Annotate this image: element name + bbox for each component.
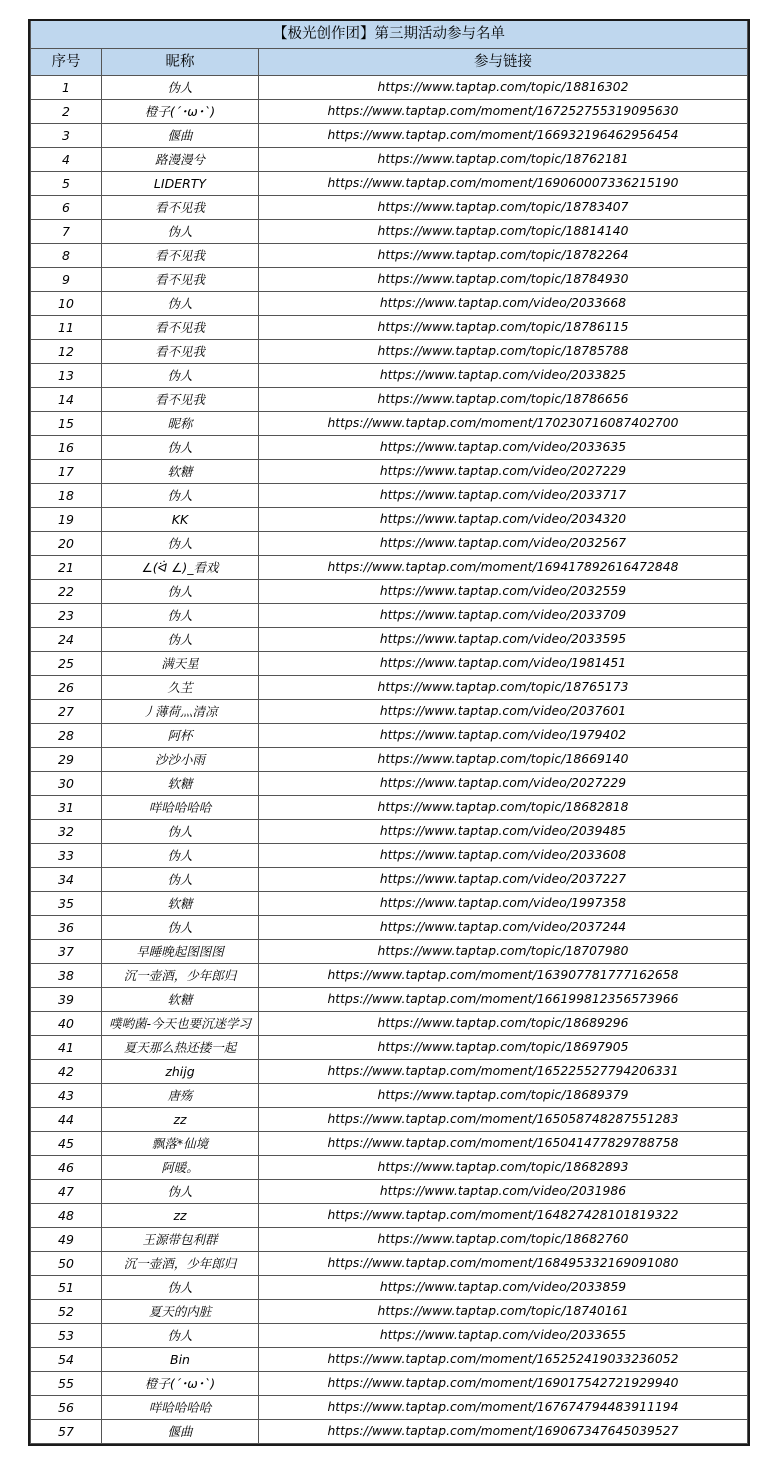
row-link[interactable]: https://www.taptap.com/video/2027229 xyxy=(259,772,748,796)
row-link[interactable]: https://www.taptap.com/moment/165058748287551283 xyxy=(259,1108,748,1132)
row-link[interactable]: https://www.taptap.com/moment/169067347645039527 xyxy=(259,1420,748,1444)
row-number: 44 xyxy=(31,1108,102,1132)
row-nickname: 伪人 xyxy=(102,1276,259,1300)
table-row xyxy=(31,460,748,484)
table-row xyxy=(31,124,748,148)
row-nickname: 橙子(´･ω･`) xyxy=(102,100,259,124)
table-row xyxy=(31,1108,748,1132)
table-row xyxy=(31,412,748,436)
row-number: 21 xyxy=(31,556,102,580)
row-number: 7 xyxy=(31,220,102,244)
row-link[interactable]: https://www.taptap.com/video/2033608 xyxy=(259,844,748,868)
row-nickname: 伪人 xyxy=(102,916,259,940)
table-row xyxy=(31,220,748,244)
table-row xyxy=(31,1132,748,1156)
row-link[interactable]: https://www.taptap.com/moment/163907781777162658 xyxy=(259,964,748,988)
column-header-link: 参与链接 xyxy=(259,49,748,76)
row-number: 53 xyxy=(31,1324,102,1348)
row-link[interactable]: https://www.taptap.com/video/2034320 xyxy=(259,508,748,532)
row-number: 11 xyxy=(31,316,102,340)
row-nickname: LIDERTY xyxy=(102,172,259,196)
table-row xyxy=(31,700,748,724)
column-header-name: 昵称 xyxy=(102,49,259,76)
row-nickname: 伪人 xyxy=(102,868,259,892)
row-nickname: 看不见我 xyxy=(102,196,259,220)
row-nickname: 伪人 xyxy=(102,220,259,244)
row-nickname: 伪人 xyxy=(102,604,259,628)
row-number: 12 xyxy=(31,340,102,364)
row-nickname: 夏天那么热还搂一起 xyxy=(102,1036,259,1060)
participant-list-sheet xyxy=(28,19,750,1446)
row-link[interactable]: https://www.taptap.com/video/2037227 xyxy=(259,868,748,892)
row-number: 24 xyxy=(31,628,102,652)
row-link[interactable]: https://www.taptap.com/topic/18682760 xyxy=(259,1228,748,1252)
table-row xyxy=(31,580,748,604)
row-link[interactable]: https://www.taptap.com/video/1997358 xyxy=(259,892,748,916)
row-link[interactable]: https://www.taptap.com/topic/18689296 xyxy=(259,1012,748,1036)
row-nickname: 路漫漫兮 xyxy=(102,148,259,172)
row-number: 49 xyxy=(31,1228,102,1252)
row-nickname: 伪人 xyxy=(102,436,259,460)
table-row xyxy=(31,628,748,652)
row-nickname: Bin xyxy=(102,1348,259,1372)
row-number: 50 xyxy=(31,1252,102,1276)
row-number: 27 xyxy=(31,700,102,724)
row-number: 55 xyxy=(31,1372,102,1396)
row-nickname: 昵称 xyxy=(102,412,259,436)
row-link[interactable]: https://www.taptap.com/video/2037601 xyxy=(259,700,748,724)
row-link[interactable]: https://www.taptap.com/topic/18697905 xyxy=(259,1036,748,1060)
table-row xyxy=(31,388,748,412)
row-link[interactable]: https://www.taptap.com/topic/18682818 xyxy=(259,796,748,820)
table-row xyxy=(31,1204,748,1228)
row-number: 9 xyxy=(31,268,102,292)
table-row xyxy=(31,1348,748,1372)
row-number: 36 xyxy=(31,916,102,940)
row-link[interactable]: https://www.taptap.com/video/2032567 xyxy=(259,532,748,556)
table-body xyxy=(31,76,748,1444)
row-nickname: 看不见我 xyxy=(102,268,259,292)
table-row xyxy=(31,724,748,748)
row-number: 15 xyxy=(31,412,102,436)
row-link[interactable]: https://www.taptap.com/topic/18816302 xyxy=(259,76,748,100)
table-row xyxy=(31,436,748,460)
table-row xyxy=(31,1396,748,1420)
table-row xyxy=(31,892,748,916)
table-row xyxy=(31,244,748,268)
row-number: 48 xyxy=(31,1204,102,1228)
table-row xyxy=(31,76,748,100)
table-row xyxy=(31,796,748,820)
row-nickname: KK xyxy=(102,508,259,532)
row-number: 34 xyxy=(31,868,102,892)
table-row xyxy=(31,1036,748,1060)
row-link[interactable]: https://www.taptap.com/moment/165225527794206331 xyxy=(259,1060,748,1084)
row-link[interactable]: https://www.taptap.com/moment/169017542721929940 xyxy=(259,1372,748,1396)
row-number: 16 xyxy=(31,436,102,460)
table-row xyxy=(31,532,748,556)
table-row xyxy=(31,508,748,532)
row-number: 22 xyxy=(31,580,102,604)
row-number: 23 xyxy=(31,604,102,628)
row-link[interactable]: https://www.taptap.com/topic/18762181 xyxy=(259,148,748,172)
row-link[interactable]: https://www.taptap.com/video/1979402 xyxy=(259,724,748,748)
row-number: 2 xyxy=(31,100,102,124)
row-nickname: 久芏 xyxy=(102,676,259,700)
row-nickname: 软糖 xyxy=(102,988,259,1012)
row-nickname: 偃曲 xyxy=(102,124,259,148)
row-link[interactable]: https://www.taptap.com/topic/18786115 xyxy=(259,316,748,340)
row-nickname: 看不见我 xyxy=(102,340,259,364)
row-number: 39 xyxy=(31,988,102,1012)
row-number: 10 xyxy=(31,292,102,316)
row-link[interactable]: https://www.taptap.com/topic/18785788 xyxy=(259,340,748,364)
table-row xyxy=(31,820,748,844)
row-link[interactable]: https://www.taptap.com/topic/18740161 xyxy=(259,1300,748,1324)
row-link[interactable]: https://www.taptap.com/video/2031986 xyxy=(259,1180,748,1204)
row-nickname: 伪人 xyxy=(102,820,259,844)
row-nickname: 丿薄荷灬清凉 xyxy=(102,700,259,724)
row-link[interactable]: https://www.taptap.com/video/2033635 xyxy=(259,436,748,460)
row-nickname: 沉一壶酒，少年郎归 xyxy=(102,964,259,988)
row-number: 28 xyxy=(31,724,102,748)
row-number: 35 xyxy=(31,892,102,916)
row-link[interactable]: https://www.taptap.com/video/2033595 xyxy=(259,628,748,652)
row-number: 8 xyxy=(31,244,102,268)
row-nickname: 伪人 xyxy=(102,76,259,100)
row-nickname: 满天星 xyxy=(102,652,259,676)
row-nickname: zhijg xyxy=(102,1060,259,1084)
row-link[interactable]: https://www.taptap.com/moment/164827428101819322 xyxy=(259,1204,748,1228)
row-link[interactable]: https://www.taptap.com/topic/18765173 xyxy=(259,676,748,700)
row-nickname: 伪人 xyxy=(102,292,259,316)
row-link[interactable]: https://www.taptap.com/topic/18689379 xyxy=(259,1084,748,1108)
table-row xyxy=(31,1276,748,1300)
row-number: 45 xyxy=(31,1132,102,1156)
table-row xyxy=(31,604,748,628)
table-row xyxy=(31,484,748,508)
row-number: 25 xyxy=(31,652,102,676)
row-number: 3 xyxy=(31,124,102,148)
row-link[interactable]: https://www.taptap.com/video/2037244 xyxy=(259,916,748,940)
row-nickname: 王源带包利群 xyxy=(102,1228,259,1252)
row-nickname: 看不见我 xyxy=(102,244,259,268)
row-nickname: 看不见我 xyxy=(102,316,259,340)
row-link[interactable]: https://www.taptap.com/moment/165041477829788758 xyxy=(259,1132,748,1156)
row-nickname: 伪人 xyxy=(102,484,259,508)
table-row xyxy=(31,292,748,316)
row-nickname: 早睡晚起图图图 xyxy=(102,940,259,964)
row-number: 57 xyxy=(31,1420,102,1444)
row-number: 19 xyxy=(31,508,102,532)
table-row xyxy=(31,652,748,676)
row-link[interactable]: https://www.taptap.com/moment/166199812356573966 xyxy=(259,988,748,1012)
row-number: 33 xyxy=(31,844,102,868)
row-nickname: 看不见我 xyxy=(102,388,259,412)
row-number: 6 xyxy=(31,196,102,220)
table-row xyxy=(31,556,748,580)
row-number: 17 xyxy=(31,460,102,484)
row-link[interactable]: https://www.taptap.com/moment/166932196462956454 xyxy=(259,124,748,148)
row-nickname: 伪人 xyxy=(102,628,259,652)
column-header-no: 序号 xyxy=(31,49,102,76)
row-link[interactable]: https://www.taptap.com/video/2033655 xyxy=(259,1324,748,1348)
table-row xyxy=(31,1372,748,1396)
table-row xyxy=(31,1084,748,1108)
table-row xyxy=(31,1228,748,1252)
row-number: 30 xyxy=(31,772,102,796)
row-nickname: 咩哈哈哈哈 xyxy=(102,1396,259,1420)
row-link[interactable]: https://www.taptap.com/video/2033717 xyxy=(259,484,748,508)
row-link[interactable]: https://www.taptap.com/topic/18782264 xyxy=(259,244,748,268)
table-row xyxy=(31,1420,748,1444)
row-link[interactable]: https://www.taptap.com/moment/168495332169091080 xyxy=(259,1252,748,1276)
row-nickname: 飘落*仙境 xyxy=(102,1132,259,1156)
row-number: 52 xyxy=(31,1300,102,1324)
table-row xyxy=(31,316,748,340)
row-nickname: 伪人 xyxy=(102,580,259,604)
table-row xyxy=(31,748,748,772)
table-row xyxy=(31,148,748,172)
row-nickname: zz xyxy=(102,1108,259,1132)
table-title: 【极光创作团】第三期活动参与名单 xyxy=(31,21,748,49)
row-number: 29 xyxy=(31,748,102,772)
title-row xyxy=(31,21,748,49)
row-nickname: 软糖 xyxy=(102,460,259,484)
row-link[interactable]: https://www.taptap.com/video/2032559 xyxy=(259,580,748,604)
row-link[interactable]: https://www.taptap.com/topic/18669140 xyxy=(259,748,748,772)
table-row xyxy=(31,1300,748,1324)
table-row xyxy=(31,364,748,388)
row-link[interactable]: https://www.taptap.com/moment/167252755319095630 xyxy=(259,100,748,124)
row-nickname: 噗哟菌-今天也要沉迷学习 xyxy=(102,1012,259,1036)
row-number: 56 xyxy=(31,1396,102,1420)
row-link[interactable]: https://www.taptap.com/topic/18682893 xyxy=(259,1156,748,1180)
row-number: 46 xyxy=(31,1156,102,1180)
table-row xyxy=(31,964,748,988)
row-nickname: ∠(ᐛ ∠)_看戏 xyxy=(102,556,259,580)
table-row xyxy=(31,1180,748,1204)
row-number: 1 xyxy=(31,76,102,100)
row-nickname: 偃曲 xyxy=(102,1420,259,1444)
row-link[interactable]: https://www.taptap.com/moment/165252419033236052 xyxy=(259,1348,748,1372)
table-row xyxy=(31,100,748,124)
row-number: 38 xyxy=(31,964,102,988)
row-number: 41 xyxy=(31,1036,102,1060)
row-nickname: 唐殇 xyxy=(102,1084,259,1108)
row-nickname: 软糖 xyxy=(102,772,259,796)
row-nickname: 夏天的内脏 xyxy=(102,1300,259,1324)
table-row xyxy=(31,916,748,940)
row-number: 4 xyxy=(31,148,102,172)
row-number: 18 xyxy=(31,484,102,508)
table-row xyxy=(31,1060,748,1084)
row-nickname: 软糖 xyxy=(102,892,259,916)
row-nickname: 阿暖。 xyxy=(102,1156,259,1180)
table-row xyxy=(31,676,748,700)
row-number: 20 xyxy=(31,532,102,556)
table-row xyxy=(31,940,748,964)
row-nickname: zz xyxy=(102,1204,259,1228)
row-number: 43 xyxy=(31,1084,102,1108)
row-link[interactable]: https://www.taptap.com/video/2033825 xyxy=(259,364,748,388)
row-nickname: 沉一壶酒，少年郎归 xyxy=(102,1252,259,1276)
row-number: 40 xyxy=(31,1012,102,1036)
row-link[interactable]: https://www.taptap.com/video/2033668 xyxy=(259,292,748,316)
row-nickname: 伪人 xyxy=(102,364,259,388)
row-link[interactable]: https://www.taptap.com/video/2033859 xyxy=(259,1276,748,1300)
row-number: 13 xyxy=(31,364,102,388)
table-row xyxy=(31,1012,748,1036)
row-number: 32 xyxy=(31,820,102,844)
table-row xyxy=(31,988,748,1012)
table-row xyxy=(31,844,748,868)
row-nickname: 沙沙小雨 xyxy=(102,748,259,772)
row-number: 42 xyxy=(31,1060,102,1084)
row-link[interactable]: https://www.taptap.com/topic/18786656 xyxy=(259,388,748,412)
row-number: 47 xyxy=(31,1180,102,1204)
table-row xyxy=(31,196,748,220)
row-nickname: 伪人 xyxy=(102,844,259,868)
table-row xyxy=(31,1324,748,1348)
row-nickname: 阿杯 xyxy=(102,724,259,748)
row-link[interactable]: https://www.taptap.com/topic/18814140 xyxy=(259,220,748,244)
row-link[interactable]: https://www.taptap.com/moment/170230716087402700 xyxy=(259,412,748,436)
table-row xyxy=(31,172,748,196)
row-number: 51 xyxy=(31,1276,102,1300)
row-number: 54 xyxy=(31,1348,102,1372)
row-number: 31 xyxy=(31,796,102,820)
row-link[interactable]: https://www.taptap.com/topic/18707980 xyxy=(259,940,748,964)
row-number: 14 xyxy=(31,388,102,412)
table-row xyxy=(31,772,748,796)
row-nickname: 伪人 xyxy=(102,1324,259,1348)
participant-table xyxy=(30,21,748,1444)
row-link[interactable]: https://www.taptap.com/video/2027229 xyxy=(259,460,748,484)
row-nickname: 橙子(´･ω･`) xyxy=(102,1372,259,1396)
table-row xyxy=(31,1252,748,1276)
header-row xyxy=(31,49,748,76)
row-link[interactable]: https://www.taptap.com/video/2033709 xyxy=(259,604,748,628)
row-link[interactable]: https://www.taptap.com/moment/169417892616472848 xyxy=(259,556,748,580)
row-nickname: 伪人 xyxy=(102,1180,259,1204)
table-row xyxy=(31,268,748,292)
table-row xyxy=(31,1156,748,1180)
row-link[interactable]: https://www.taptap.com/video/1981451 xyxy=(259,652,748,676)
row-nickname: 咩哈哈哈哈 xyxy=(102,796,259,820)
row-link[interactable]: https://www.taptap.com/video/2039485 xyxy=(259,820,748,844)
row-link[interactable]: https://www.taptap.com/moment/167674794483911194 xyxy=(259,1396,748,1420)
row-number: 37 xyxy=(31,940,102,964)
table-row xyxy=(31,868,748,892)
row-link[interactable]: https://www.taptap.com/topic/18784930 xyxy=(259,268,748,292)
row-number: 26 xyxy=(31,676,102,700)
row-nickname: 伪人 xyxy=(102,532,259,556)
row-number: 5 xyxy=(31,172,102,196)
table-row xyxy=(31,340,748,364)
row-link[interactable]: https://www.taptap.com/moment/169060007336215190 xyxy=(259,172,748,196)
row-link[interactable]: https://www.taptap.com/topic/18783407 xyxy=(259,196,748,220)
